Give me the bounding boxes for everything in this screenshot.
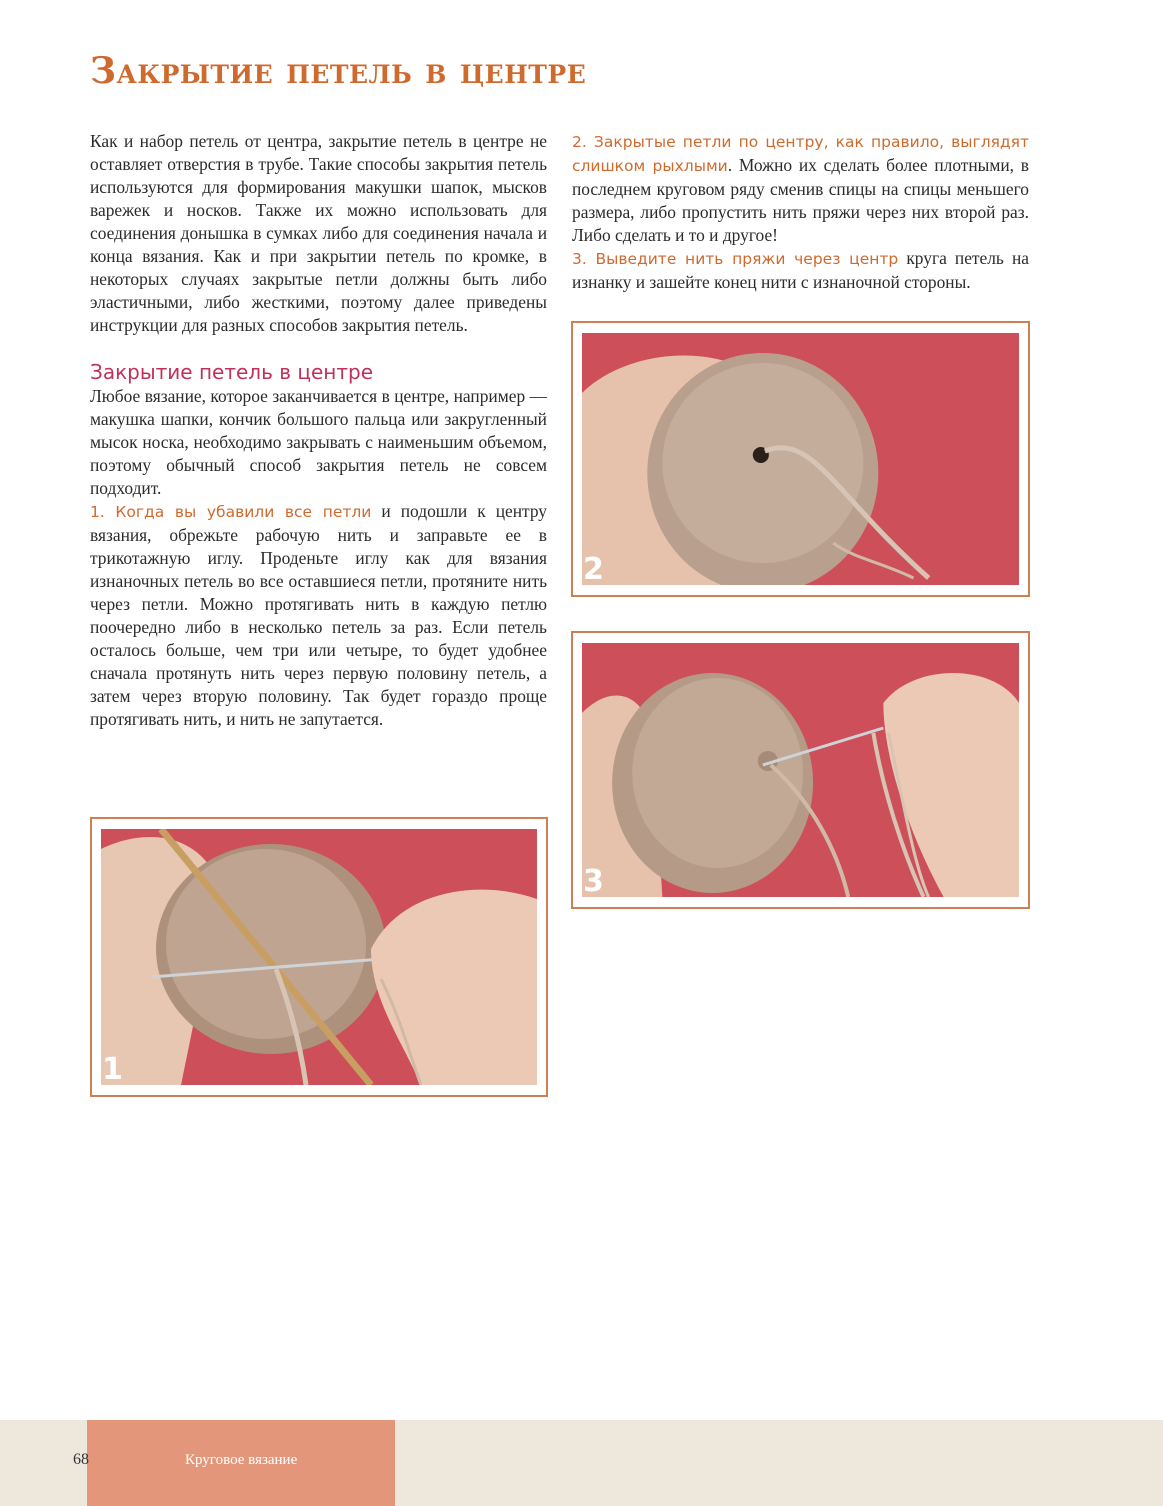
page-number: 68 [73, 1451, 89, 1468]
figure-3-number: 3 [583, 864, 604, 899]
figure-3 [571, 631, 1030, 909]
figure-3-photo [582, 643, 1019, 897]
step-2-text: . Можно их сделать более плотными, в последнем круговом ряду сменив спицы на спицы меньшего размера, либо пропустить нить пряжи через них второй раз. Либо сделать и то и другое! [572, 155, 1029, 245]
figure-2-photo [582, 333, 1019, 585]
center-bindoff-paragraph: Любое вязание, которое заканчивается в центре, например — макушка шапки, кончик большого пальца или закругленный мысок носка, необходимо закрывать с наименьшим объемом, поэтому обычный способ закрытия петель не совсем подходит. [90, 386, 547, 498]
step-3-lead: 3. Выведите нить пряжи через центр [572, 250, 899, 268]
figure-1-illustration [101, 829, 537, 1085]
step-2-paragraph [572, 130, 1029, 247]
right-column [572, 130, 1029, 294]
figure-3-illustration [582, 643, 1019, 897]
footer-section-label: Круговое вязание [185, 1452, 298, 1468]
step-3-text: круга петель на изнанку и зашейте конец нити с изнаночной стороны. [572, 248, 1029, 292]
page-title: Закрытие петель в центре [90, 50, 587, 92]
figure-2 [571, 321, 1030, 597]
step-1-lead: 1. Когда вы убавили все петли [90, 503, 372, 521]
step-2-lead: 2. Закрытые петли по центру, как правило, выглядят слишком рыхлыми [572, 133, 1029, 175]
step-3-paragraph [572, 247, 1029, 294]
figure-2-number: 2 [583, 552, 604, 587]
intro-paragraph: Как и набор петель от центра, закрытие петель в центре не оставляет отверстия в трубе. Такие способы закрытия петель используются для формирования макушки шапок, мысков варежек и носков. Также их можно использовать для соединения донышка в сумках либо для соединения начала и конца вязания. Как и при закрытии петель по кромке, в некоторых случаях закрытые петли должны быть либо эластичными, либо жесткими, поэтому далее приведены инструкции для разных способов закрытия петель. [90, 131, 547, 335]
step-1-paragraph [90, 500, 547, 731]
figure-2-illustration [582, 333, 1019, 585]
figure-1-photo [101, 829, 537, 1085]
section-subheading: Закрытие петель в центре [90, 360, 374, 384]
left-column [90, 130, 547, 731]
step-1-text: и подошли к центру вязания, обрежьте рабочую нить и заправьте ее в трикотажную иглу. Проденьте иглу как для вязания изнаночных петель во все оставшиеся петли, протяните нить через петли. Можно протягивать нить в каждую петлю поочередно либо в несколько петель за раз. Если петель осталось больше, чем три или четыре, то будет удобнее сначала протянуть нить через первую половину петель, а затем через вторую половину. Так будет гораздо проще протягивать нить, и нить не запутается. [90, 501, 547, 729]
figure-1 [90, 817, 548, 1097]
figure-1-number: 1 [102, 1052, 123, 1087]
